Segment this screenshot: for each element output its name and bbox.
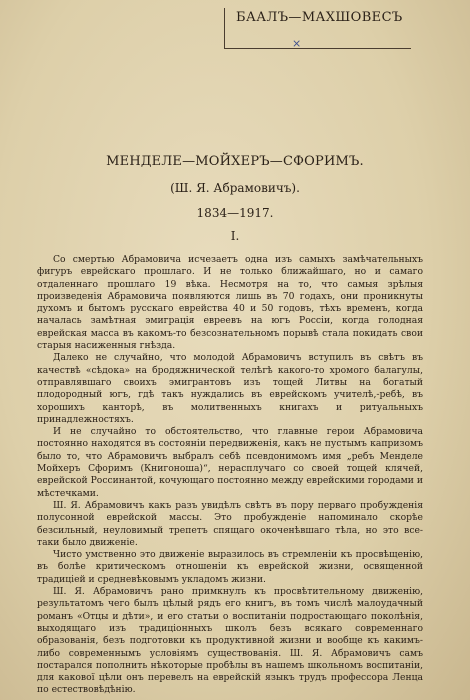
article-title: МЕНДЕЛЕ—МОЙХЕРЪ—СФОРИМЪ. [106,154,364,169]
pen-mark: × [292,37,302,50]
paragraph: И не случайно то обстоятельство, что главные герои Абрамовича постоянно находятся въ состояніи передвиженія, какъ не пустымъ капризомъ было то, что Абрамовичъ выбралъ себѣ псевдонимомъ имя „ребъ Менделе Мойхеръ Сфоримъ (Книгоноша)“, нерасплучаго со своей тощей клячей, еврейской Россинантой, кочующаго постоянно между еврейскими городами и мѣстечками. [37,426,423,499]
paragraph: Ш. Я. Абрамовичъ рано примкнулъ къ просвѣтительному движенію, результатомъ чего былъ цѣлый рядъ его книгъ, въ томъ числѣ малоудачный романъ «Отцы и дѣти», и его статьи о воспитаніи подростающаго поколѣнія, выходящаго изъ традиціонныхъ школъ безъ всякаго современнаго образованія, безъ подготовки къ продуктивной жизни и вообще къ какимъ-либо современнымъ условіямъ существованія. Ш. Я. Абрамовичъ самъ постарался пополнить нѣкоторые пробѣлы въ нашемъ школьномъ воспитаніи, для какової цѣли онъ перевелъ на еврейскій языкъ трудъ профессора Ленца по естествовѣдѣнію. [37,586,423,696]
running-header: БААЛЪ—МАХШОВЕСЪ [236,10,403,25]
section-number: I. [230,229,240,243]
paragraph: Далеко не случайно, что молодой Абрамовичъ вступилъ въ свѣтъ въ качествѣ «сѣдока» на бродяжнической телѣгѣ какого-то хромого балагулы, отправлявшаго своихъ эмигрантовъ изъ тощей Литвы на богатый плодородный югъ, гдѣ такъ нуждались въ еврейскомъ учителѣ,-ребѣ, въ хорошихъ канторѣ, въ молитвенныхъ книгахъ и ритуальныхъ принадлежностяхъ. [37,352,423,425]
article-subtitle: (Ш. Я. Абрамовичъ). [170,181,300,195]
article-years: 1834—1917. [196,206,274,220]
article-body [37,254,423,697]
paragraph: Чисто умственно это движеніе выразилось въ стремленіи къ просвѣщенію, въ болѣе критическомъ отношеніи къ еврейской жизни, освященной традиціей и средневѣковымъ укладомъ жизни. [37,549,423,585]
paragraph: Со смертью Абрамовича исчезаетъ одна изъ самыхъ замѣчательныхъ фигуръ еврейскаго прошлаго. И не только ближайшаго, но и самаго отдаленнаго прошлаго 19 вѣка. Несмотря на то, что самыя зрѣлыя произведенія Абрамовича появляются лишь въ 70 годахъ, они проникнуты духомъ и бытомъ русскаго еврейства 40 и 50 годовъ, тѣхъ временъ, когда началась замѣтная эмиграція евреевъ на югъ Россіи, когда голодная еврейская масса въ какомъ-то безсознательномъ порывѣ стала покидать свои старыя насиженныя гнѣзда. [37,254,423,352]
paragraph: Ш. Я. Абрамовичъ какъ разъ увидѣлъ свѣтъ въ пору перваго пробужденія полусонной еврейской массы. Это пробужденіе напоминало скорѣе безсильный, неуловимый трепетъ спящаго окоченѣвшаго тѣла, но это все-таки было движеніе. [37,499,423,548]
